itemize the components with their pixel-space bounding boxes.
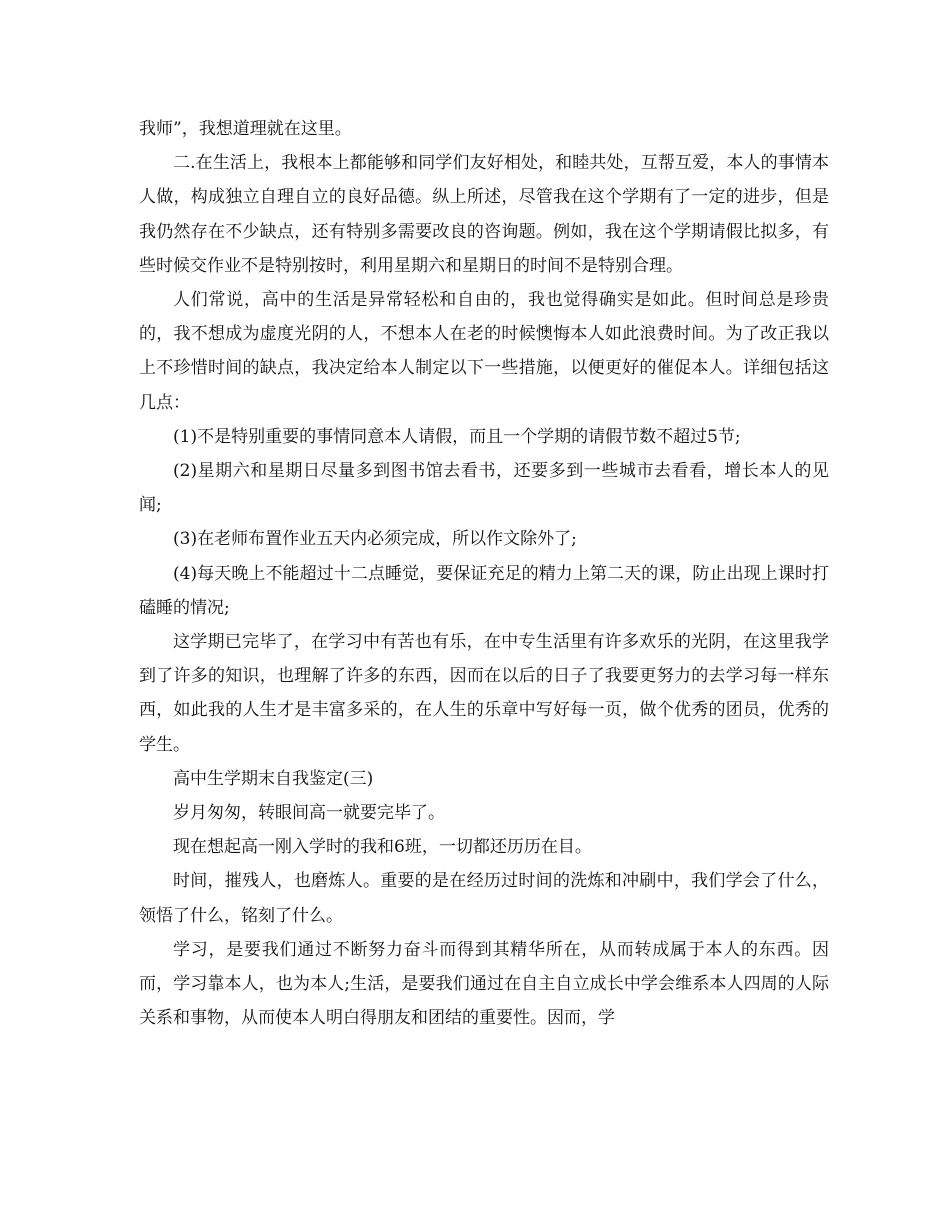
section-heading: 高中生学期末自我鉴定(三) — [173, 768, 374, 789]
list-item-measure-4: (4)每天晚上不能超过十二点睡觉，要保证充足的精力上第二天的课，防止出现上课时打磕睡的情况; — [139, 563, 829, 618]
paragraph-intro: 岁月匆匆，转眼间高一就要完毕了。 — [173, 803, 445, 824]
paragraph-semester-summary: 这学期已完毕了，在学习中有苦也有乐，在中专生活里有许多欢乐的光阴，在这里我学到了许多的知识，也理解了许多的东西，因而在以后的日子了我要更努力的去学习每一样东西，如此我的人生才是丰富多采的，在人生的乐章中写好每一页，做个优秀的团员，优秀的学生。 — [139, 632, 829, 755]
paragraph-memory: 现在想起高一刚入学时的我和6班，一切都还历历在目。 — [173, 837, 592, 858]
document-body — [139, 112, 829, 1035]
list-item-measure-2: (2)星期六和星期日尽量多到图书馆去看书，还要多到一些城市去看看，增长本人的见闻; — [139, 461, 829, 516]
paragraph-time-value: 人们常说，高中的生活是异常轻松和自由的，我也觉得确实是如此。但时间总是珍贵的，我不想成为虚度光阴的人，不想本人在老的时候懊悔本人如此浪费时间。为了改正我以上不珍惜时间的缺点，我决定给本人制定以下一些措施，以便更好的催促本人。详细包括这几点： — [139, 290, 829, 413]
list-item-measure-3: (3)在老师布置作业五天内必须完成，所以作文除外了; — [173, 529, 577, 550]
paragraph-time: 时间，摧残人，也磨炼人。重要的是在经历过时间的洗炼和冲刷中，我们学会了什么，领悟了什么，铭刻了什么。 — [139, 871, 829, 926]
paragraph-continuation: 我师”，我想道理就在这里。 — [139, 119, 352, 139]
paragraph-life-section: 二.在生活上，我根本上都能够和同学们友好相处，和睦共处，互帮互爱，本人的事情本人做，构成独立自理自立的良好品德。纵上所述，尽管我在这个学期有了一定的进步，但是我仍然存在不少缺点，还有特别多需要改良的咨询题。例如，我在这个学期请假比拟多，有些时候交作业不是特别按时，利用星期六和星期日的时间不是特别合理。 — [139, 153, 829, 276]
list-item-measure-1: (1)不是特别重要的事情同意本人请假，而且一个学期的请假节数不超过5节; — [173, 426, 741, 447]
paragraph-study-life: 学习，是要我们通过不断努力奋斗而得到其精华所在，从而转成属于本人的东西。因而，学习靠本人，也为本人;生活，是要我们通过在自主自立成长中学会维系本人四周的人际关系和事物，从而使本人明白得朋友和团结的重要性。因而，学 — [139, 939, 829, 1029]
